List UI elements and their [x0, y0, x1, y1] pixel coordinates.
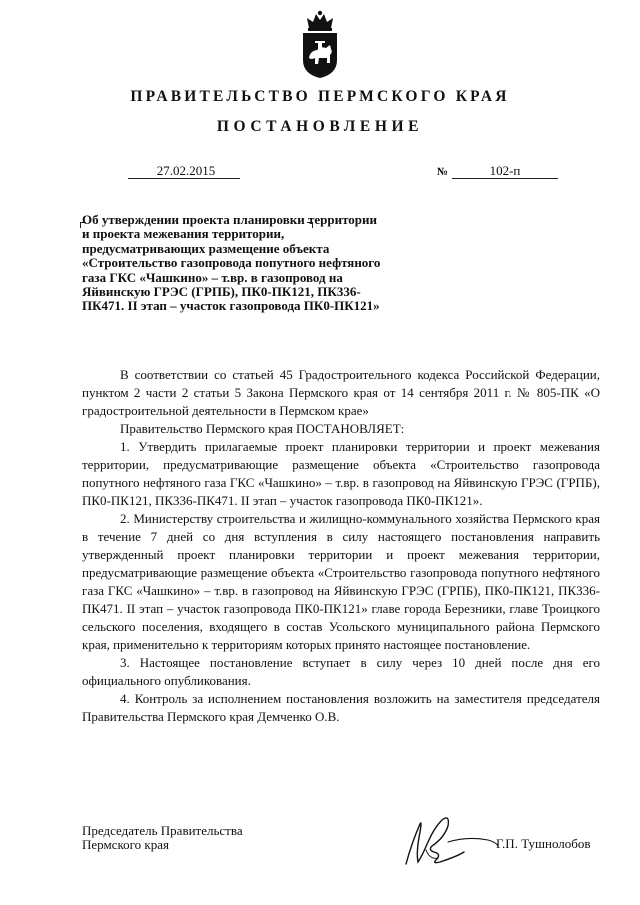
- handwritten-signature: [398, 812, 502, 868]
- government-title: ПРАВИТЕЛЬСТВО ПЕРМСКОГО КРАЯ: [130, 88, 510, 105]
- signer-name: Г.П. Тушнолобов: [496, 836, 591, 851]
- item-1-paragraph: 1. Утвердить прилагаемые проект планировки территории и проект межевания территории, предусматривающие размещение объекта «Строительство газопровода попутного нефтяного газа ГКС «Чашкино» – т.вр. в газопровод на Яйвинскую ГРЭС (ГРПБ), ПК0-ПК121, ПК336-ПК471. II этап – участок газопровода ПК0-ПК121».: [82, 439, 600, 508]
- decree-clause: Правительство Пермского края ПОСТАНОВЛЯЕТ:: [120, 421, 405, 436]
- document-date: 27.02.2015: [128, 163, 240, 179]
- document-subject: Об утверждении проекта планировки территории и проекта межевания территории, предусматривающих размещение объекта «Строительство газопровода попутного нефтяного газа ГКС «Чашкино» – т.вр. в газопровод на Яйвинскую ГРЭС (ГРПБ), ПК0-ПК121, ПК336-ПК471. II этап – участок газопровода ПК0-ПК121»: [82, 212, 381, 314]
- coat-of-arms-icon: [297, 8, 343, 80]
- preamble-paragraph: В соответствии со статьей 45 Градостроительного кодекса Российской Федерации, пунктом 2 части 2 статьи 5 Закона Пермского края от 14 сентября 2011 г. № 805-ПК «О градостроительной деятельности в Пермском крае»: [82, 367, 600, 418]
- document-type-title: ПОСТАНОВЛЕНИЕ: [216, 118, 424, 135]
- item-2-paragraph: 2. Министерству строительства и жилищно-коммунального хозяйства Пермского края в течение 7 дней со дня вступления в силу настоящего постановления направить утвержденный проект планировки территории и проект межевания территории, предусматривающие размещение объекта «Строительство газопровода попутного нефтяного газа ГКС «Чашкино» – т.вр. в газопровод на Яйвинскую ГРЭС (ГРПБ), ПК0-ПК121, ПК336-ПК471. II этап – участок газопровода ПК0-ПК121» главе города Березники, главе Троицкого сельского поселения, входящего в состав Усольского муниципального района Пермского края, применительно к территориям которых принято настоящее постановление.: [82, 511, 600, 652]
- document-body: [82, 366, 600, 726]
- signer-position-line: Пермского края: [82, 837, 169, 852]
- document-number: 102-п: [452, 163, 558, 179]
- number-label: №: [437, 166, 449, 178]
- item-3-paragraph: 3. Настоящее постановление вступает в силу через 10 дней после дня его официального опубликования.: [82, 655, 600, 688]
- item-4-paragraph: 4. Контроль за исполнением постановления возложить на заместителя председателя Правительства Пермского края Демченко О.В.: [82, 691, 600, 724]
- signer-position-line: Председатель Правительства: [82, 823, 243, 838]
- signer-position: [82, 824, 243, 852]
